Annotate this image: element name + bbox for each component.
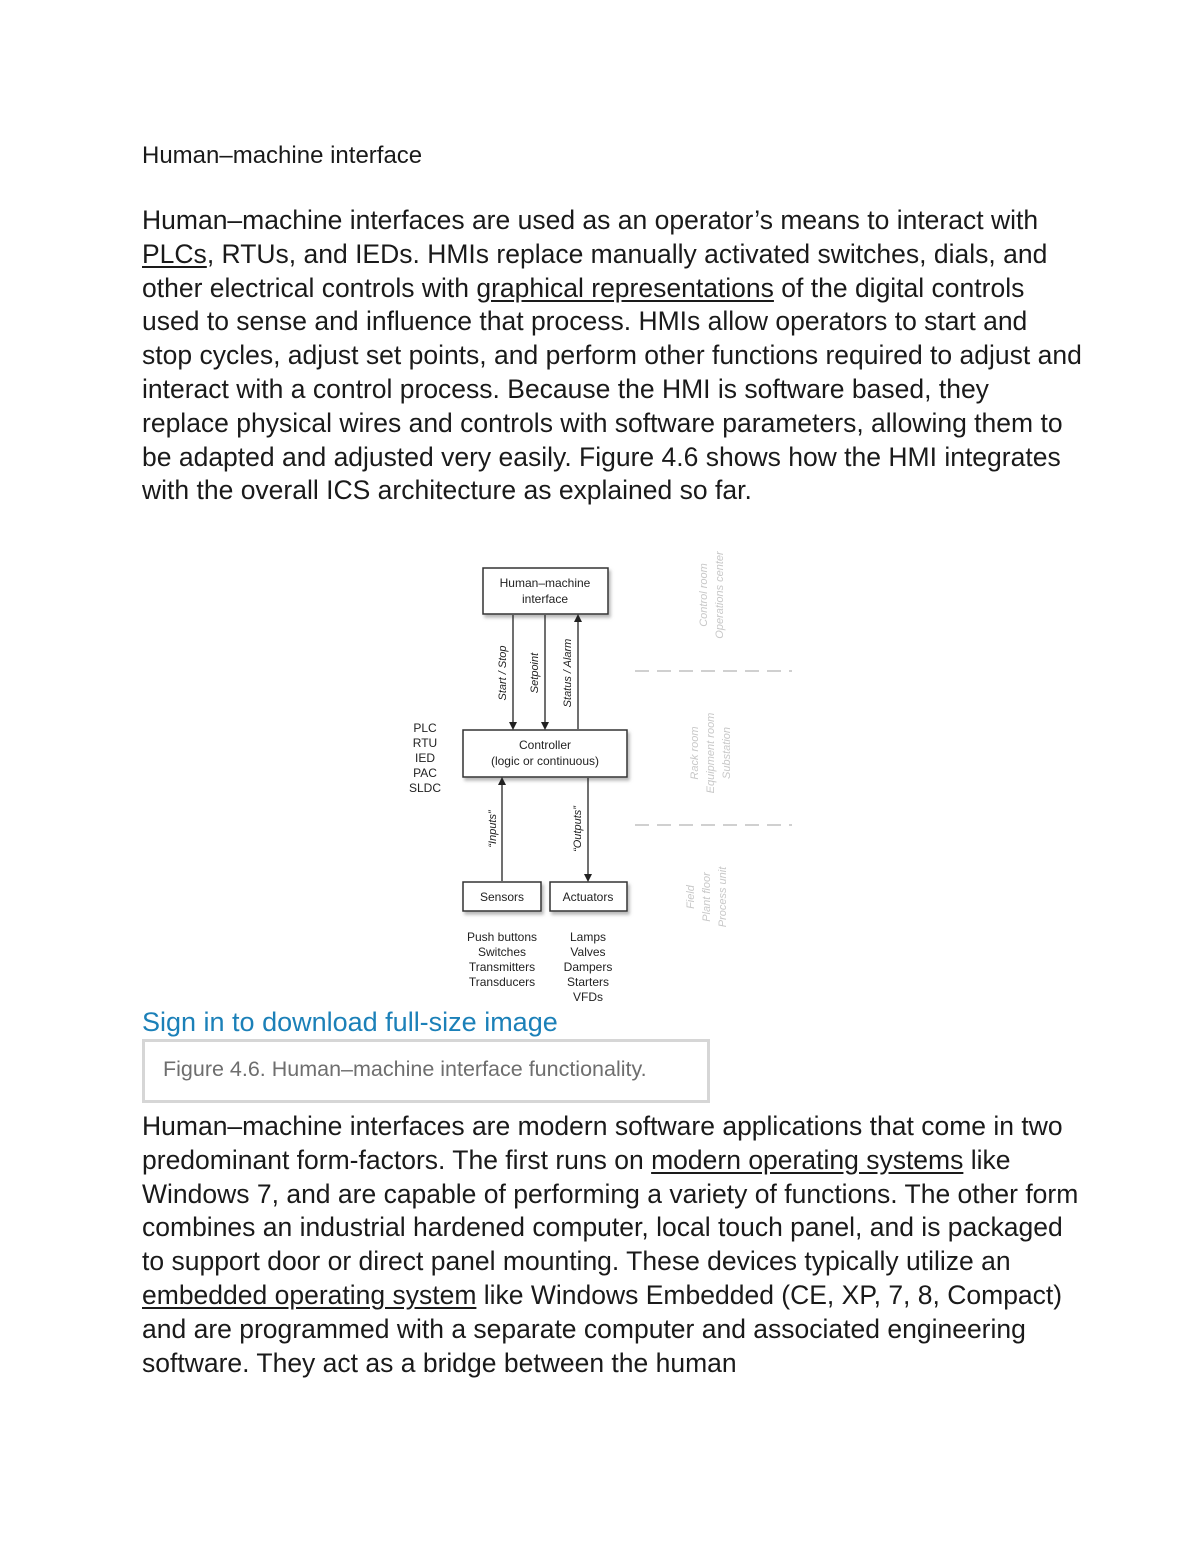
link-graphical-representations[interactable]: graphical representations [476,272,774,303]
zone-label: Field [685,885,697,909]
figure-caption-box [142,1039,710,1103]
controller-types-list [409,721,441,795]
zone-label: Rack room [689,726,701,780]
zone-label: Plant floor [701,872,713,922]
sensor-example-item: Transmitters [468,960,536,974]
zone-labels-field [685,866,729,927]
paragraph-text: like Windows Embedded (CE, XP, 7, 8, Compact) and are programmed with a separate computer and associated engineering software. They act as a bridge between the human [142,1279,1063,1378]
zone-label: Operations center [714,551,726,639]
paragraph-text: , RTUs, and IEDs. HMIs replace manually activated switches, dials, and other electrical controls with [142,238,1048,303]
link-embedded-operating-system[interactable]: embedded operating system [142,1279,477,1310]
sensors-box-label: Sensors [479,890,525,904]
paragraph-text: of the digital controls used to sense and influence that process. HMIs allow operators to start and stop cycles, adjust set points, and perform other functions required to adjust and interact with a control process. Because the HMI is software based, they replace physical wires and controls with software parameters, allowing them to be adapted and adjusted very easily. Figure 4.6 shows how the HMI integrates with the overall ICS architecture as explained so far. [142,272,1082,506]
actuator-example-item: Lamps [569,930,607,944]
sensor-example-item: Transducers [468,975,536,989]
hmi-box-label: Human–machine [499,576,591,590]
zone-labels-control-room [698,550,726,639]
zone-label: Equipment room [705,712,717,794]
sensor-example-item: Switches [477,945,527,959]
controller-box-label: (logic or continuous) [490,754,600,768]
zone-label: Control room [698,563,710,627]
inputs-label: “Inputs” [487,810,499,848]
actuator-example-item: VFDs [573,990,603,1004]
hmi-diagram-figure[interactable] [380,535,820,1010]
hmi-box [483,568,608,614]
controller-type-item: PLC [413,721,437,735]
link-modern-operating-systems[interactable]: modern operating systems [651,1144,964,1175]
paragraph-intro [142,204,1082,508]
figure-caption: Figure 4.6. Human–machine interface functionality. [163,1057,647,1081]
sensor-examples-list [467,930,537,989]
controller-type-item: IED [414,751,436,765]
hmi-diagram [380,535,820,1010]
paragraph-text: Human–machine interfaces are used as an operator’s means to interact with [142,205,1039,235]
actuator-example-item: Starters [566,975,610,989]
hmi-box-label: interface [521,592,569,606]
paragraph-text: like Windows 7, and are capable of performing a variety of functions. The other form combines an industrial hardened computer, local touch panel, and is packaged to support door or direct panel mounting. These devices typically utilize an [142,1144,1079,1277]
outputs-label: “Outputs” [572,806,584,852]
controller-type-item: PAC [413,766,437,780]
zone-label: Substation [721,727,733,779]
actuator-examples-list [564,930,613,1004]
start-stop-label: Start / Stop [497,645,509,701]
controller-box-label: Controller [518,738,572,752]
sign-in-download-link[interactable]: Sign in to download full-size image [142,1007,558,1037]
zone-label: Process unit [717,866,729,928]
sensor-example-item: Push buttons [466,930,538,944]
paragraph-form-factors [142,1110,1082,1380]
actuator-example-item: Valves [570,945,606,959]
actuators-box-label: Actuators [562,890,614,904]
controller-type-item: SLDC [408,781,442,795]
status-alarm-label: Status / Alarm [562,638,574,708]
paragraph-text: Human–machine interfaces are modern software applications that come in two predominant form-factors. The first runs on [142,1111,1063,1175]
link-plcs[interactable]: PLCs [142,238,207,269]
section-heading: Human–machine interface [142,142,423,169]
setpoint-label: Setpoint [529,652,541,694]
actuator-example-item: Dampers [563,960,613,974]
controller-type-item: RTU [412,736,438,750]
zone-labels-rack-room [689,713,733,794]
